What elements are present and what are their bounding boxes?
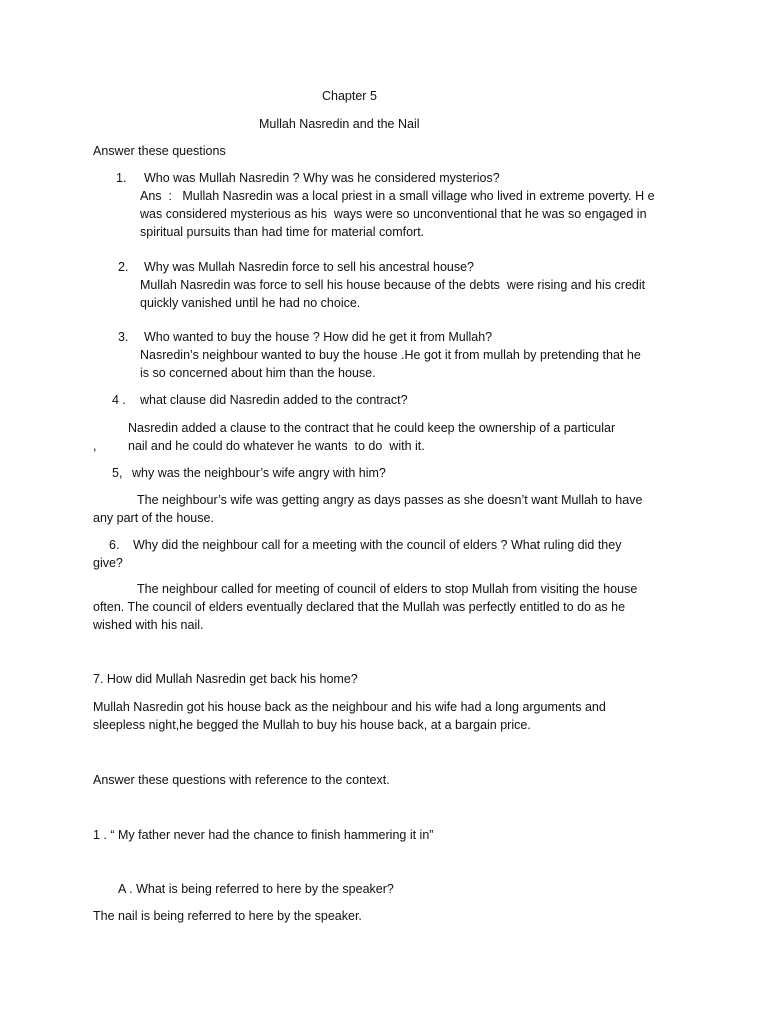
question-number: 6.: [109, 538, 120, 552]
section-heading: Answer these questions with reference to the context.: [93, 773, 390, 787]
answer-line: often. The council of elders eventually declared that the Mullah was perfectly entitled to do as he: [93, 600, 626, 614]
question-text: what clause did Nasredin added to the contract?: [140, 393, 408, 407]
answer-line: was considered mysterious as his ways were so unconventional that he was so engaged in: [140, 207, 647, 221]
question-text: Who wanted to buy the house ? How did he get it from Mullah?: [144, 330, 493, 344]
answer-line: The neighbour called for meeting of council of elders to stop Mullah from visiting the house: [137, 582, 638, 596]
chapter-heading: Chapter 5: [322, 89, 377, 103]
answer-line: Ans : Mullah Nasredin was a local priest in a small village who lived in extreme poverty. H e: [140, 189, 655, 203]
document-title: Mullah Nasredin and the Nail: [259, 117, 420, 131]
answer-line: The neighbour’s wife was getting angry as days passes as she doesn’t want Mullah to have: [137, 493, 643, 507]
answer-line: spiritual pursuits than had time for material comfort.: [140, 225, 425, 239]
sub-question: A . What is being referred to here by the speaker?: [118, 882, 394, 896]
stray-mark: ,: [93, 439, 97, 453]
answer-line: any part of the house.: [93, 511, 214, 525]
answer-line: quickly vanished until he had no choice.: [140, 296, 361, 310]
answer-line: Mullah Nasredin was force to sell his house because of the debts were rising and his credit: [140, 278, 646, 292]
question-number: 2.: [118, 260, 129, 274]
question-number: 1.: [116, 171, 127, 185]
question-text: Why did the neighbour call for a meeting with the council of elders ? What ruling did they: [133, 538, 622, 552]
section-heading: Answer these questions: [93, 144, 226, 158]
question-number: 5,: [112, 466, 123, 480]
question-text: Why was Mullah Nasredin force to sell his ancestral house?: [144, 260, 475, 274]
question-number: 4 .: [112, 393, 126, 407]
sub-answer: The nail is being referred to here by the speaker.: [93, 909, 362, 923]
answer-line: sleepless night,he begged the Mullah to buy his house back, at a bargain price.: [93, 718, 531, 732]
question-number: 3.: [118, 330, 129, 344]
answer-line: Nasredin’s neighbour wanted to buy the house .He got it from mullah by pretending that he: [140, 348, 641, 362]
question-text: give?: [93, 556, 123, 570]
answer-line: nail and he could do whatever he wants to do with it.: [128, 439, 425, 453]
answer-line: Nasredin added a clause to the contract that he could keep the ownership of a particular: [128, 421, 616, 435]
answer-line: wished with his nail.: [93, 618, 204, 632]
answer-line: Mullah Nasredin got his house back as the neighbour and his wife had a long arguments and: [93, 700, 606, 714]
context-quote: 1 . “ My father never had the chance to finish hammering it in”: [93, 828, 434, 842]
question-text: Who was Mullah Nasredin ? Why was he considered mysterios?: [144, 171, 500, 185]
answer-line: is so concerned about him than the house.: [140, 366, 376, 380]
question-text: 7. How did Mullah Nasredin get back his home?: [93, 672, 358, 686]
question-text: why was the neighbour’s wife angry with him?: [132, 466, 386, 480]
